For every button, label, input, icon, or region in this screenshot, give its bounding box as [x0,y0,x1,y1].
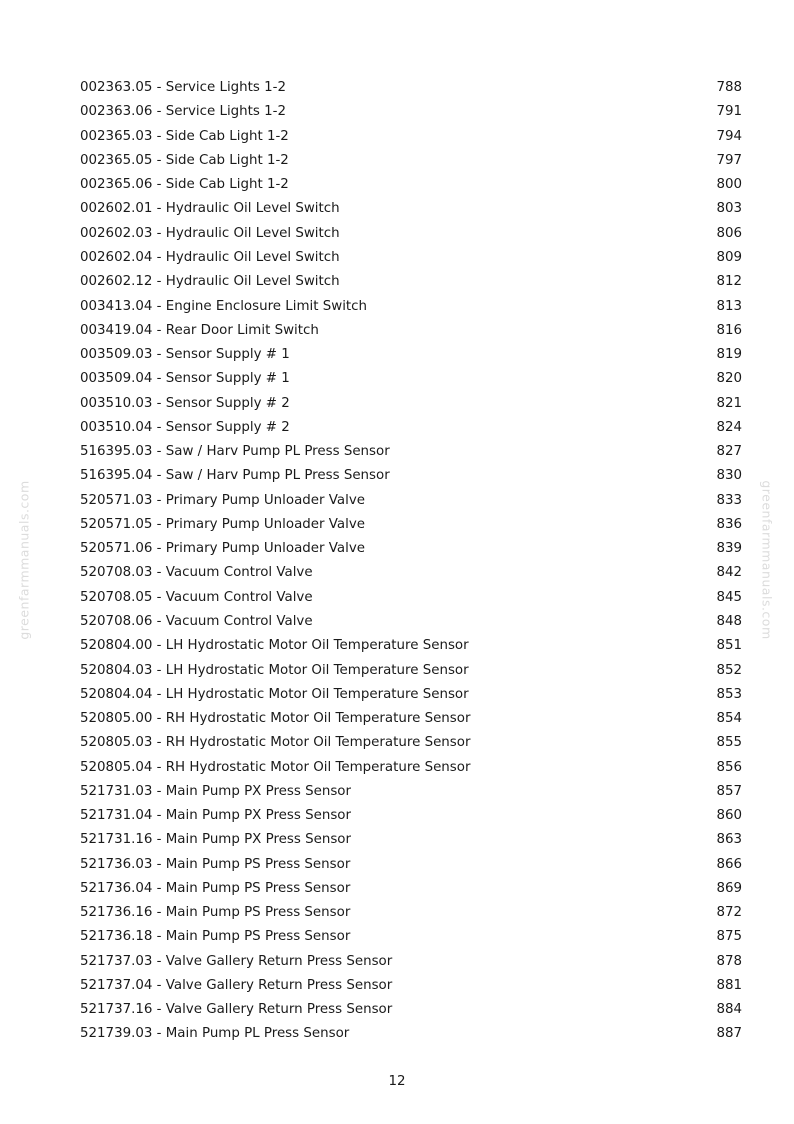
toc-entry[interactable] [80,149,742,173]
toc-entry[interactable] [80,125,742,149]
toc-entry[interactable] [80,319,742,343]
toc-entry[interactable] [80,658,742,682]
toc-entry-page: 852 [716,662,742,678]
toc-entry-title: 521736.04 - Main Pump PS Press Sensor [80,880,351,896]
toc-entry[interactable] [80,270,742,294]
toc-entry[interactable] [80,804,742,828]
toc-entry[interactable] [80,343,742,367]
toc-entry-page: 881 [716,977,742,993]
toc-entry[interactable] [80,513,742,537]
toc-entry-title: 002602.01 - Hydraulic Oil Level Switch [80,201,340,217]
toc-entry-title: 002363.05 - Service Lights 1-2 [80,80,287,96]
toc-entry[interactable] [80,173,742,197]
toc-entry-page: 812 [716,274,742,290]
toc-entry-page: 848 [716,613,742,629]
toc-entry[interactable] [80,974,742,998]
toc-entry-title: 003509.04 - Sensor Supply # 1 [80,371,290,387]
toc-entry-page: 869 [716,880,742,896]
toc-entry-title: 003419.04 - Rear Door Limit Switch [80,322,319,338]
toc-entry-title: 002365.05 - Side Cab Light 1-2 [80,152,289,168]
toc-entry-page: 794 [716,128,742,144]
toc-entry-page: 809 [716,249,742,265]
toc-entry-title: 520571.03 - Primary Pump Unloader Valve [80,492,366,508]
toc-entry[interactable] [80,901,742,925]
toc-entry-page: 788 [716,80,742,96]
toc-entry-page: 887 [716,1026,742,1042]
toc-entry-title: 521737.16 - Valve Gallery Return Press Sensor [80,1002,393,1018]
table-of-contents [80,76,742,1047]
toc-entry-page: 830 [716,468,742,484]
toc-entry-page: 872 [716,905,742,921]
toc-entry-page: 856 [716,759,742,775]
toc-entry-title: 003413.04 - Engine Enclosure Limit Switch [80,298,368,314]
toc-entry-title: 003510.04 - Sensor Supply # 2 [80,419,290,435]
toc-entry[interactable] [80,367,742,391]
toc-entry-title: 521736.16 - Main Pump PS Press Sensor [80,905,351,921]
toc-entry[interactable] [80,464,742,488]
toc-entry-title: 521731.03 - Main Pump PX Press Sensor [80,783,352,799]
toc-entry-page: 836 [716,516,742,532]
toc-entry[interactable] [80,489,742,513]
page-number: 12 [388,1074,406,1089]
toc-entry[interactable] [80,100,742,124]
toc-entry[interactable] [80,76,742,100]
toc-entry-title: 516395.04 - Saw / Harv Pump PL Press Sensor [80,468,390,484]
toc-entry[interactable] [80,1022,742,1046]
toc-entry-page: 806 [716,225,742,241]
toc-entry-title: 520804.00 - LH Hydrostatic Motor Oil Temperature Sensor [80,638,469,654]
toc-entry[interactable] [80,780,742,804]
toc-entry-page: 884 [716,1002,742,1018]
toc-entry-page: 827 [716,444,742,460]
toc-entry[interactable] [80,925,742,949]
toc-entry-title: 521739.03 - Main Pump PL Press Sensor [80,1026,350,1042]
toc-entry-page: 803 [716,201,742,217]
toc-entry[interactable] [80,610,742,634]
toc-entry[interactable] [80,586,742,610]
toc-entry[interactable] [80,561,742,585]
toc-entry-title: 520805.04 - RH Hydrostatic Motor Oil Temperature Sensor [80,759,471,775]
toc-entry-title: 003510.03 - Sensor Supply # 2 [80,395,290,411]
toc-entry-page: 854 [716,711,742,727]
toc-entry-page: 866 [716,856,742,872]
toc-entry-title: 003509.03 - Sensor Supply # 1 [80,347,290,363]
toc-entry-title: 002602.03 - Hydraulic Oil Level Switch [80,225,340,241]
toc-entry-title: 521731.16 - Main Pump PX Press Sensor [80,832,352,848]
toc-entry-title: 002365.06 - Side Cab Light 1-2 [80,177,289,193]
toc-entry[interactable] [80,222,742,246]
toc-entry-title: 521737.04 - Valve Gallery Return Press Sensor [80,977,393,993]
toc-entry-title: 516395.03 - Saw / Harv Pump PL Press Sensor [80,444,390,460]
toc-entry-page: 853 [716,686,742,702]
toc-entry-page: 800 [716,177,742,193]
toc-entry-page: 821 [716,395,742,411]
toc-entry-title: 002602.04 - Hydraulic Oil Level Switch [80,249,340,265]
toc-entry-page: 816 [716,322,742,338]
toc-entry-page: 819 [716,347,742,363]
toc-entry-title: 520571.06 - Primary Pump Unloader Valve [80,541,366,557]
toc-entry-title: 520804.03 - LH Hydrostatic Motor Oil Temperature Sensor [80,662,469,678]
toc-entry-title: 002365.03 - Side Cab Light 1-2 [80,128,289,144]
toc-entry[interactable] [80,294,742,318]
toc-entry-page: 842 [716,565,742,581]
toc-entry-page: 797 [716,152,742,168]
toc-entry-title: 521731.04 - Main Pump PX Press Sensor [80,808,352,824]
toc-entry-page: 791 [716,104,742,120]
toc-entry[interactable] [80,537,742,561]
toc-entry[interactable] [80,197,742,221]
toc-entry[interactable] [80,950,742,974]
toc-entry-title: 521737.03 - Valve Gallery Return Press Sensor [80,953,393,969]
toc-entry-page: 855 [716,735,742,751]
toc-entry[interactable] [80,828,742,852]
toc-entry-title: 521736.03 - Main Pump PS Press Sensor [80,856,351,872]
toc-entry-page: 813 [716,298,742,314]
toc-entry-title: 520805.03 - RH Hydrostatic Motor Oil Temperature Sensor [80,735,471,751]
toc-entry-title: 002363.06 - Service Lights 1-2 [80,104,287,120]
toc-entry[interactable] [80,755,742,779]
toc-entry-page: 845 [716,589,742,605]
toc-entry-title: 002602.12 - Hydraulic Oil Level Switch [80,274,340,290]
toc-entry[interactable] [80,683,742,707]
toc-entry[interactable] [80,440,742,464]
toc-entry[interactable] [80,853,742,877]
toc-entry-title: 520708.03 - Vacuum Control Valve [80,565,313,581]
toc-entry-page: 878 [716,953,742,969]
toc-entry-title: 520708.06 - Vacuum Control Valve [80,613,313,629]
toc-entry[interactable] [80,416,742,440]
toc-entry-title: 520571.05 - Primary Pump Unloader Valve [80,516,366,532]
toc-entry-title: 520708.05 - Vacuum Control Valve [80,589,313,605]
toc-entry-page: 875 [716,929,742,945]
toc-entry-page: 833 [716,492,742,508]
toc-entry-page: 857 [716,783,742,799]
toc-entry[interactable] [80,634,742,658]
toc-entry-page: 839 [716,541,742,557]
toc-entry-title: 520805.00 - RH Hydrostatic Motor Oil Temperature Sensor [80,711,471,727]
toc-entry[interactable] [80,391,742,415]
toc-entry[interactable] [80,707,742,731]
toc-entry-title: 521736.18 - Main Pump PS Press Sensor [80,929,351,945]
watermark-left: greenfarmmanuals.com [16,480,32,640]
toc-entry[interactable] [80,246,742,270]
watermark-right: greenfarmmanuals.com [759,480,775,640]
toc-entry-title: 520804.04 - LH Hydrostatic Motor Oil Temperature Sensor [80,686,469,702]
toc-entry[interactable] [80,731,742,755]
toc-entry-page: 851 [716,638,742,654]
toc-entry-page: 860 [716,808,742,824]
toc-entry[interactable] [80,877,742,901]
toc-entry[interactable] [80,998,742,1022]
toc-entry-page: 820 [716,371,742,387]
toc-entry-page: 863 [716,832,742,848]
toc-entry-page: 824 [716,419,742,435]
